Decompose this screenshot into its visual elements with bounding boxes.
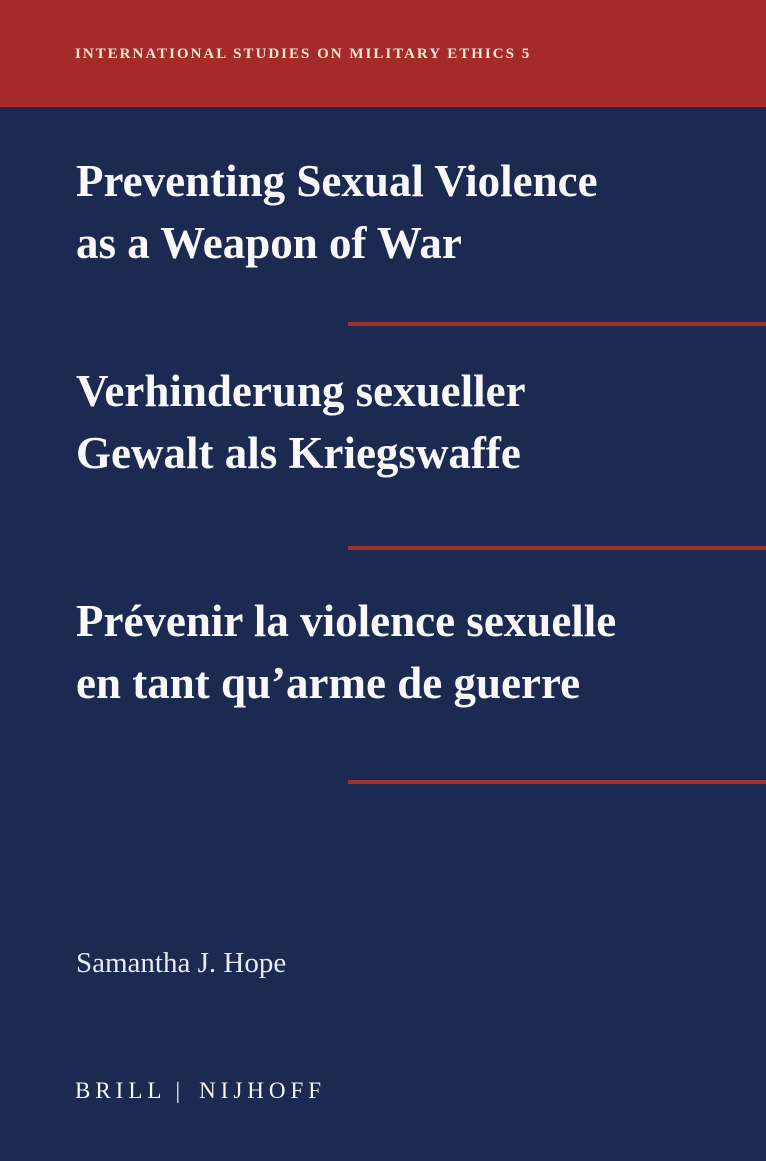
title-line: as a Weapon of War: [76, 218, 462, 268]
book-title-french: [76, 590, 736, 714]
book-title-english: [76, 150, 736, 274]
author-name: Samantha J. Hope: [76, 947, 287, 979]
publisher-separator: |: [175, 1078, 186, 1103]
series-banner: [0, 0, 766, 107]
accent-divider: [348, 322, 766, 326]
title-line: Verhinderung sexueller: [76, 366, 526, 416]
accent-divider: [348, 780, 766, 784]
title-line: en tant qu’arme de guerre: [76, 658, 581, 708]
accent-divider: [348, 546, 766, 550]
title-line: Gewalt als Kriegswaffe: [76, 428, 521, 478]
title-line: Prévenir la violence sexuelle: [76, 596, 617, 646]
publisher-logo: [75, 1077, 326, 1105]
series-title: INTERNATIONAL STUDIES ON MILITARY ETHICS 5: [75, 46, 532, 62]
brill-wordmark: BRILL: [75, 1078, 167, 1103]
nijhoff-wordmark: NIJHOFF: [199, 1078, 327, 1103]
title-line: Preventing Sexual Violence: [76, 156, 598, 206]
book-title-german: [76, 360, 736, 484]
